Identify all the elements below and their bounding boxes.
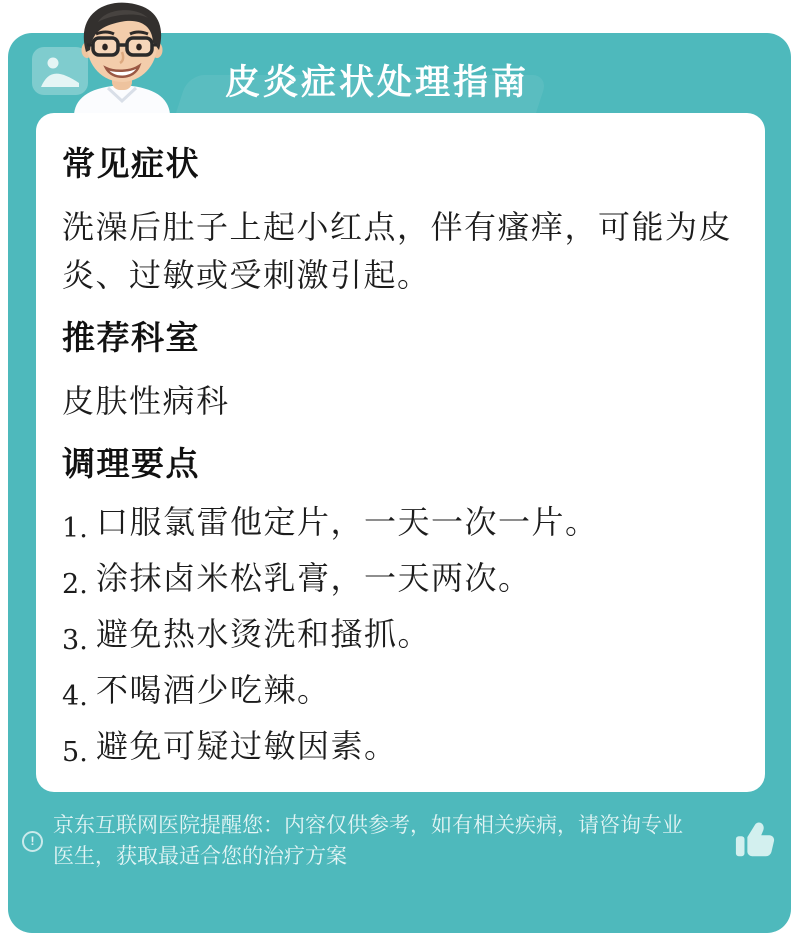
- doctor-avatar: [46, 0, 198, 114]
- tip-item: 避免可疑过敏因素。: [96, 728, 398, 764]
- tip-item: 涂抹卤米松乳膏，一天两次。: [96, 560, 532, 596]
- tip-item: 不喝酒少吃辣。: [96, 672, 331, 708]
- disclaimer-text: 京东互联网医院提醒您：内容仅供参考，如有相关疾病，请咨询专业医生，获取最适合您的治疗方案: [53, 814, 683, 868]
- tip-item: 口服氯雷他定片，一天一次一片。: [96, 504, 599, 540]
- content-card: [36, 113, 765, 792]
- disclaimer-footer: [22, 810, 778, 872]
- care-points-list: [62, 501, 739, 768]
- info-circle-icon: !: [22, 831, 43, 852]
- section-heading-care-points: 调理要点: [62, 445, 200, 482]
- section-heading-recommended-department: 推荐科室: [62, 319, 200, 356]
- thumbs-up-icon[interactable]: [732, 820, 778, 862]
- card-title: 皮炎症状处理指南: [225, 63, 530, 102]
- tip-item: 避免热水烫洗和搔抓。: [96, 616, 432, 652]
- symptom-description: 洗澡后肚子上起小红点，伴有瘙痒，可能为皮炎、过敏或受刺激引起。: [62, 209, 733, 293]
- department-name: 皮肤性病科: [62, 383, 230, 419]
- section-heading-common-symptoms: 常见症状: [62, 145, 200, 182]
